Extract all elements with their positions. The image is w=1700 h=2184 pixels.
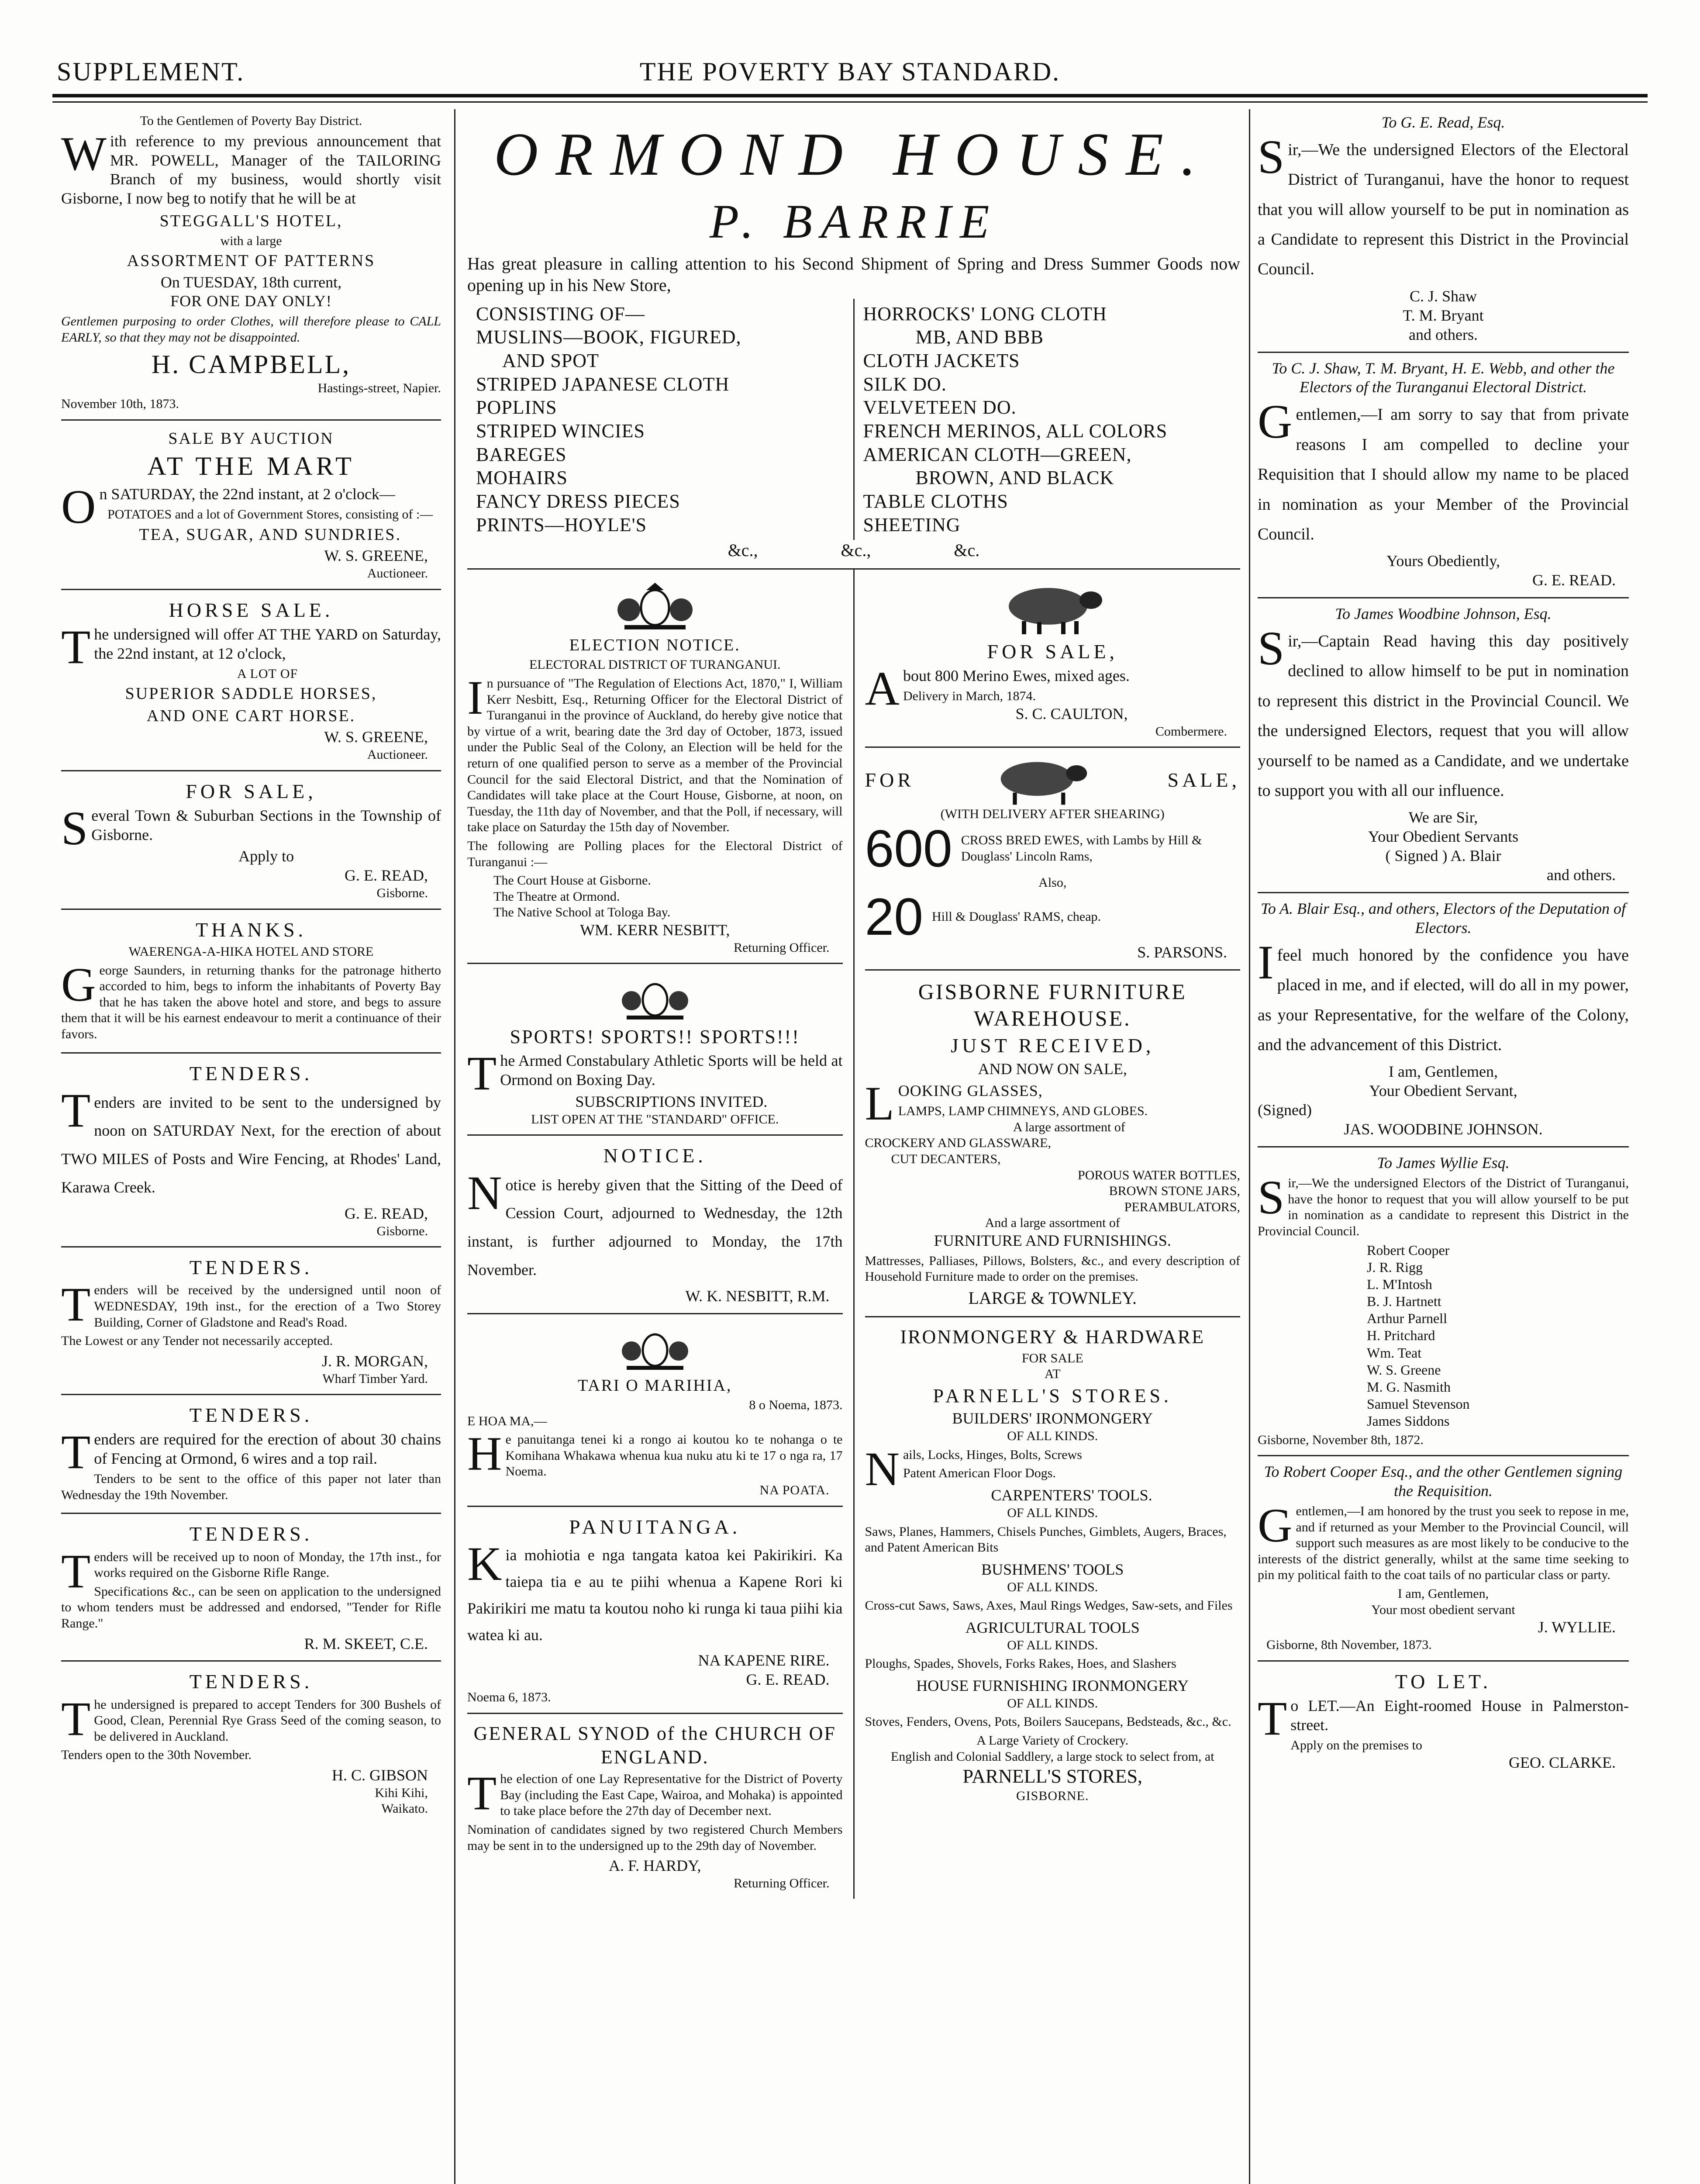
ad-heading: TEA, SUGAR, AND SUNDRIES.	[139, 525, 402, 544]
goods-item: FRENCH MERINOS, ALL COLORS	[863, 420, 1168, 442]
ad-heading: GISBORNE FURNITURE WAREHOUSE.	[918, 979, 1187, 1031]
letter-signature: J. WYLLIE.	[1538, 1618, 1616, 1636]
ad-signature: H. C. GIBSON	[331, 1766, 428, 1784]
goods-left	[467, 299, 853, 540]
ad-place: Gisborne.	[376, 886, 428, 901]
goods-item: SILK DO.	[863, 373, 947, 395]
ad-heading: SPORTS! SPORTS!! SPORTS!!!	[510, 1026, 800, 1048]
signatory: M. G. Nasmith	[1367, 1379, 1451, 1395]
ad-signature: NA POATA.	[759, 1482, 830, 1497]
ad-for-sale-sections	[61, 771, 441, 910]
letter-close: Your most obedient servant	[1371, 1602, 1515, 1617]
goods-right	[853, 299, 1241, 540]
ad-subheading: AGRICULTURAL TOOLS	[965, 1618, 1140, 1636]
ad-heading: AT THE MART	[147, 452, 355, 481]
ad-signature: G. E. READ,	[345, 1204, 428, 1222]
ad-body: Cross-cut Saws, Saws, Axes, Maul Rings Wedges, Saw-sets, and Files	[865, 1598, 1233, 1613]
goods-item: HORROCKS' LONG CLOTH	[863, 303, 1107, 325]
center-subcol-b	[853, 570, 1241, 1899]
letter-date: Gisborne, 8th November, 1873.	[1266, 1638, 1432, 1652]
ad-ormond-house	[467, 107, 1240, 570]
ad-text: &c., &c., &c.	[728, 540, 980, 560]
ad-subheading: WAERENGA-A-HIKA HOTEL AND STORE	[128, 944, 374, 959]
ad-signature: W. K. NESBITT, R.M.	[685, 1287, 830, 1305]
ad-date: Noema 6, 1873.	[467, 1690, 551, 1705]
ad-signature: W. S. GREENE,	[324, 728, 428, 746]
goods-item: MOHAIRS	[476, 467, 568, 489]
signatory: T. M. Bryant	[1403, 306, 1484, 324]
ad-heading: PANUITANGA.	[569, 1515, 741, 1538]
letter-body: Sir,—We the undersigned Electors of the Electoral District of Turanganui, have the honor to request that you will allow yourself to be put in nomination as a Candidate to represent this District in the Provincial Council.	[1258, 130, 1629, 279]
goods-item: VELVETEEN DO.	[863, 397, 1017, 418]
ad-text: OF ALL KINDS.	[1007, 1429, 1098, 1444]
ad-subheading: CARPENTERS' TOOLS.	[991, 1486, 1152, 1504]
goods-item: POPLINS	[476, 397, 557, 418]
ad-heading: ORMOND HOUSE.	[494, 121, 1214, 188]
ad-place: Kihi Kihi,	[375, 1785, 428, 1800]
ad-signature: NA KAPENE RIRE.	[698, 1652, 830, 1669]
ad-text: OF ALL KINDS.	[1007, 1505, 1098, 1520]
ad-heading: GENERAL SYNOD of the CHURCH OF ENGLAND.	[473, 1722, 836, 1768]
ad-role: Returning Officer.	[734, 940, 830, 955]
goods-item: BAREGES	[476, 443, 567, 465]
ad-text: A Large Variety of Crockery.	[976, 1733, 1129, 1748]
ad-heading: FOR SALE,	[186, 780, 317, 802]
letter-addressee: To Robert Cooper Esq., and the other Gentlemen signing the Requisition.	[1264, 1463, 1623, 1500]
letter-close: Your Obedient Servant,	[1369, 1082, 1517, 1100]
ad-heading: TENDERS.	[189, 1523, 313, 1545]
ad-heading: FOR	[865, 769, 914, 791]
polling-place: The Court House at Gisborne.	[493, 873, 651, 888]
ad-signature: W. S. GREENE,	[324, 547, 428, 565]
ad-text: Apply to	[238, 847, 294, 865]
sheep-icon	[989, 754, 1093, 806]
ad-tari-o-marihia	[467, 1314, 843, 1507]
goods-item: FANCY DRESS PIECES	[476, 490, 680, 512]
polling-place: The Theatre at Ormond.	[493, 889, 620, 904]
ad-text: OF ALL KINDS.	[1007, 1696, 1098, 1711]
ad-heading: ASSORTMENT OF PATTERNS	[127, 252, 376, 270]
ad-body: On SATURDAY, the 22nd instant, at 2 o'clock—	[61, 480, 395, 534]
ad-role: Auctioneer.	[367, 566, 428, 581]
ad-heading: TO LET.	[1395, 1670, 1492, 1693]
ad-body: The Armed Constabulary Athletic Sports will be held at Ormond on Boxing Day.	[467, 1047, 843, 1100]
ad-signature: S. C. CAULTON,	[1015, 705, 1128, 722]
letter-body: Gentlemen,—I am honored by the trust you seek to repose in me, and if returned as your Member to the Provincial Council, will support such measures as are most likely to be conducive to the interests of the district generally, whilst at the same time seeking to pin my political faith to the coat tails of no particular class or party.	[1258, 1499, 1629, 1583]
ad-body: Kia mohiotia e nga tangata katoa kei Pakirikiri. Ka taiepa tia e au te piihi whenua a Kapene Rori ki Pakirikiri me matu ta koutou noho ki runga ki taua piihi kia watea ki au.	[467, 1537, 843, 1644]
ad-heading: TENDERS.	[189, 1404, 313, 1427]
ad-text: OF ALL KINDS.	[1007, 1638, 1098, 1652]
lot-number: 600	[865, 819, 952, 878]
column-divider	[1249, 109, 1250, 2184]
ad-thanks	[61, 910, 441, 1054]
ad-role: Returning Officer.	[734, 1876, 830, 1891]
ad-salute: To the Gentlemen of Poverty Bay District.	[140, 114, 362, 128]
signatory: W. S. Greene	[1367, 1362, 1441, 1378]
goods-item: BROWN, AND BLACK	[915, 467, 1114, 489]
ad-auction	[61, 421, 441, 590]
ad-body: The following are Polling places for the Electoral District of Turanganui :—	[467, 838, 843, 869]
ad-text: with a large	[220, 233, 282, 248]
ad-text: Patent American Floor Dogs.	[903, 1466, 1056, 1481]
ad-heading: TARI O MARIHIA,	[578, 1376, 732, 1395]
ad-heading: ELECTION NOTICE.	[569, 636, 741, 655]
coat-of-arms-icon	[616, 1324, 694, 1372]
ad-heading: SUPERIOR SADDLE HORSES,	[125, 684, 377, 703]
goods-item: AMERICAN CLOTH—GREEN,	[863, 443, 1132, 465]
letter-body: Gentlemen,—I am sorry to say that from private reasons I am compelled to decline your Requisition that I should allow my name to be placed in nomination as your Member of the Provincial Council.	[1258, 395, 1629, 543]
signatory-list	[1367, 1242, 1629, 1429]
letter-addressee: To James Wyllie Esq.	[1377, 1154, 1510, 1172]
ad-body: Tenders will be received by the undersigned until noon of WEDNESDAY, 19th inst., for the erection of a Two Storey Building, Corner of Gladstone and Read's Road.	[61, 1278, 441, 1331]
ad-body: With reference to my previous announcement that MR. POWELL, Manager of the TAILORING Branch of my business, would shortly visit Gisborne, I now beg to notify that he will be at	[61, 127, 441, 207]
letter-close: Yours Obediently,	[1386, 552, 1500, 570]
lot-number: 20	[865, 888, 923, 947]
ad-body: To LET.—An Eight-roomed House in Palmerston-street.	[1258, 1691, 1629, 1745]
ad-heading: NOTICE.	[603, 1144, 707, 1167]
ad-panuitanga	[467, 1507, 843, 1714]
ad-text: A LOT OF	[237, 666, 298, 681]
letter-close: (Signed)	[1258, 1101, 1312, 1119]
ad-body: Tenders open to the 30th November.	[61, 1748, 252, 1762]
requisition-read	[1258, 107, 1629, 353]
letter-addressee: To James Woodbine Johnson, Esq.	[1335, 605, 1552, 623]
ad-date: 8 o Noema, 1873.	[749, 1398, 843, 1412]
requisition-wyllie	[1258, 1147, 1629, 1456]
column-center	[467, 107, 1240, 2184]
ad-place: Wharf Timber Yard.	[322, 1371, 428, 1386]
ad-sale-ewes	[865, 570, 1241, 748]
goods-item: MUSLINS—BOOK, FIGURED,	[476, 326, 741, 348]
ad-body: Tenders to be sent to the office of this paper not later than Wednesday the 19th November.	[61, 1472, 441, 1502]
lot-description: Hill & Douglass' RAMS, cheap.	[931, 909, 1101, 924]
ad-text: And a large assortment of	[985, 1216, 1120, 1230]
ad-subheading: ELECTORAL DISTRICT OF TURANGANUI.	[529, 657, 781, 672]
goods-item: CONSISTING OF—	[476, 303, 645, 325]
ad-place: GISBORNE.	[1016, 1788, 1089, 1803]
column-right	[1258, 107, 1629, 2184]
goods-item: PRINTS—HOYLE'S	[476, 514, 647, 536]
ad-date: On TUESDAY, 18th current,	[160, 273, 342, 291]
signatory: Robert Cooper	[1367, 1242, 1450, 1258]
paper-title: THE POVERTY BAY STANDARD.	[639, 57, 1061, 86]
goods-item: CLOTH JACKETS	[863, 349, 1020, 371]
ad-body: Nomination of candidates signed by two registered Church Members may be sent in to the undersigned up to the 29th day of November.	[467, 1822, 843, 1853]
ad-text: FOR ONE DAY ONLY!	[170, 292, 332, 310]
supplement-label: SUPPLEMENT.	[57, 57, 245, 86]
ad-signature: A. F. HARDY,	[609, 1857, 701, 1875]
ad-heading: SALE,	[1167, 769, 1240, 791]
letter-signature: and others.	[1547, 866, 1616, 884]
ad-subheading: HOUSE FURNISHING IRONMONGERY	[916, 1676, 1189, 1694]
signatory: H. Pritchard	[1367, 1327, 1435, 1344]
ad-tenders-building	[61, 1248, 441, 1395]
ad-heading: IRONMONGERY & HARDWARE	[900, 1326, 1205, 1348]
column-left	[61, 107, 441, 2184]
ad-tenders-rifle	[61, 1514, 441, 1662]
ad-heading: AND ONE CART HORSE.	[146, 706, 356, 725]
ad-notice	[467, 1136, 843, 1314]
ad-text: POTATOES and a lot of Government Stores, consisting of :—	[107, 507, 433, 522]
reply-wyllie	[1258, 1456, 1629, 1661]
ad-signature: GEO. CLARKE.	[1509, 1754, 1616, 1772]
ad-place: Combermere.	[1155, 724, 1227, 739]
sheep-icon	[996, 579, 1109, 636]
lot-row	[865, 888, 1241, 947]
ad-text: OF ALL KINDS.	[1007, 1579, 1098, 1594]
ad-body: Several Town & Suburban Sections in the Township of Gisborne.	[61, 801, 441, 855]
ad-signature: PARNELL'S STORES,	[962, 1766, 1142, 1787]
ad-text: BROWN STONE JARS,	[1109, 1184, 1240, 1199]
letter-body: Sir,—Captain Read having this day positively declined to allow himself to be put in nomination to represent this district in the Provincial Council. We the undersigned Electors, request that you will allow yourself to be named as a Candidate, and we undertake to support you with all our influence.	[1258, 622, 1629, 800]
goods-list	[467, 299, 1240, 540]
signatory: C. J. Shaw	[1409, 287, 1477, 305]
ad-heading: P. BARRIE	[709, 194, 998, 248]
ad-signature: WM. KERR NESBITT,	[580, 921, 730, 939]
ad-signature: R. M. SKEET, C.E.	[304, 1635, 428, 1652]
ad-body: Ploughs, Spades, Shovels, Forks Rakes, Hoes, and Slashers	[865, 1656, 1176, 1671]
signatory: Wm. Teat	[1367, 1344, 1422, 1361]
ad-heading: JUST RECEIVED,	[951, 1034, 1155, 1057]
ad-body: Mattresses, Palliases, Pillows, Bolsters, &c., and every description of Household Furniture made to order on the premises.	[865, 1253, 1240, 1284]
polling-place: The Native School at Tologa Bay.	[493, 905, 671, 920]
ad-place: Gisborne.	[376, 1223, 428, 1238]
coat-of-arms-icon	[611, 579, 699, 632]
ad-address: Hastings-street, Napier.	[317, 380, 441, 395]
center-subcolumns	[467, 570, 1240, 1899]
ad-tenders-fencing	[61, 1054, 441, 1248]
lot-row	[865, 819, 1241, 878]
goods-item: TABLE CLOTHS	[863, 490, 1008, 512]
ad-body: LOOKING GLASSES,	[865, 1077, 1043, 1130]
letter-addressee: To G. E. Read, Esq.	[1381, 114, 1505, 131]
signatory: L. M'Intosh	[1367, 1276, 1432, 1292]
ad-heading: TENDERS.	[189, 1256, 313, 1279]
ad-body: Tenders are invited to be sent to the undersigned by noon on SATURDAY Next, for the erection of about TWO MILES of Posts and Wire Fencing, at Rhodes' Land, Karawa Creek.	[61, 1083, 441, 1196]
signatory: Samuel Stevenson	[1367, 1396, 1470, 1412]
ad-body: George Saunders, in returning thanks for the patronage hitherto accorded to him, begs to inform the inhabitants of Poverty Bay that he has taken the above hotel and store, and begs to assure them that it will be his earnest endeavour to merit a continuance of their favors.	[61, 957, 441, 1041]
ad-text: A large assortment of	[1013, 1120, 1125, 1134]
ad-text: POROUS WATER BOTTLES,	[1078, 1168, 1240, 1182]
ad-body: Has great pleasure in calling attention to his Second Shipment of Spring and Dress Summer Goods now opening up in his New Store,	[467, 253, 1240, 295]
ad-subheading: SUBSCRIPTIONS INVITED.	[575, 1092, 768, 1110]
ad-salute: E HOA MA,—	[467, 1413, 547, 1428]
ad-heading-row	[865, 754, 1241, 806]
letter-close: Your Obedient Servants	[1368, 828, 1519, 846]
ad-subheading: FURNITURE AND FURNISHINGS.	[934, 1231, 1171, 1249]
ad-tenders-seed	[61, 1662, 441, 1824]
ad-text: CROCKERY AND GLASSWARE,	[865, 1136, 1051, 1151]
masthead	[44, 44, 1656, 92]
ad-body: Stoves, Fenders, Ovens, Pots, Boilers Saucepans, Bedsteads, &c., &c.	[865, 1714, 1231, 1729]
ad-text: PERAMBULATORS,	[1124, 1199, 1240, 1214]
ad-heading: THANKS.	[195, 918, 307, 941]
ad-sale-crossbred	[865, 748, 1241, 971]
ad-tenders-ormond	[61, 1395, 441, 1514]
ad-subheading: BUSHMENS' TOOLS	[981, 1560, 1124, 1578]
letter-close: We are Sir,	[1408, 809, 1478, 826]
ad-ironmongery	[865, 1317, 1241, 1811]
ad-role: Auctioneer.	[367, 747, 428, 762]
signatory: B. J. Hartnett	[1367, 1293, 1441, 1310]
ad-subheading: BUILDERS' IRONMONGERY	[952, 1410, 1153, 1427]
ad-signature: S. PARSONS.	[1137, 943, 1227, 961]
ad-synod	[467, 1714, 843, 1899]
ad-text: Delivery in March, 1874.	[903, 689, 1036, 704]
ad-signature: J. R. MORGAN,	[321, 1352, 428, 1370]
ad-body: Notice is hereby given that the Sitting of the Deed of Cession Court, adjourned to Wednesday, the 12th instant, is further adjourned to Monday, the 17th November.	[467, 1166, 843, 1279]
ad-body: Nails, Locks, Hinges, Bolts, Screws	[865, 1442, 1082, 1496]
ad-body: The undersigned is prepared to accept Tenders for 300 Bushels of Good, Clean, Perennial Rye Grass Seed of the coming season, to be delivered in Auckland.	[61, 1692, 441, 1745]
ad-heading: TENDERS.	[189, 1062, 313, 1085]
goods-item: MB, AND BBB	[915, 326, 1044, 348]
letter-signature: JAS. WOODBINE JOHNSON.	[1344, 1120, 1543, 1138]
letter-close: I am, Gentlemen,	[1397, 1586, 1489, 1601]
ad-dated: November 10th, 1873.	[61, 397, 179, 411]
masthead-rule	[52, 94, 1648, 97]
goods-item: SHEETING	[863, 514, 961, 536]
ad-text: Apply on the premises to	[1290, 1738, 1422, 1752]
signatory: and others.	[1409, 325, 1478, 343]
ad-place: Waikato.	[381, 1801, 428, 1816]
reply-johnson	[1258, 893, 1629, 1147]
ad-sports	[467, 964, 843, 1136]
ad-heading: SALE BY AUCTION	[168, 429, 334, 448]
letter-body: Ifeel much honored by the confidence you have placed in me, and if elected, will do all in my power, as your Representative, for the welfare of the Colony, and the advancement of this District.	[1258, 935, 1629, 1054]
ad-signature: LARGE & TOWNLEY.	[968, 1288, 1137, 1308]
ad-subheading: (WITH DELIVERY AFTER SHEARING)	[940, 807, 1165, 822]
ad-body: In pursuance of "The Regulation of Elections Act, 1870," I, William Kerr Nesbitt, Esq., Returning Officer for the Electoral District of Turanganui in the province of Auckland, do hereby give notice that by virtue of a writ, bearing date the 3rd day of October, 1873, issued under the Public Seal of the Colony, an Election will be held for the return of one qualified person to serve as a member of the Provincial Council for the said Electoral District, and that the Nomination of Candidates will take place at the Court House, Gisborne, at noon, on Tuesday, the 11th day of November, and that the Poll, if necessary, will take place on Saturday the 15th day of November.	[467, 671, 843, 835]
ad-text: Also,	[1038, 875, 1067, 890]
goods-item: AND SPOT	[502, 349, 599, 371]
ad-body: He panuitanga tenei ki a rongo ai koutou ko te nohanga o te Komihana Whakawa whenua kua nuku atu ki te 17 o nga ra, 17 Noema.	[467, 1427, 843, 1481]
center-subcol-a	[467, 570, 853, 1899]
ad-heading: PARNELL'S STORES.	[933, 1385, 1172, 1406]
ad-subheading: AND NOW ON SALE,	[978, 1060, 1127, 1078]
reply-read	[1258, 353, 1629, 599]
column-divider	[454, 109, 455, 2184]
ad-text: LAMPS, LAMP CHIMNEYS, AND GLOBES.	[898, 1104, 1148, 1119]
ad-hotel: STEGGALL'S HOTEL,	[159, 212, 343, 231]
ad-body: Tenders are required for the erection of about 30 chains of Fencing at Ormond, 6 wires and a top rail.	[61, 1425, 441, 1479]
letter-close: I am, Gentlemen,	[1389, 1063, 1498, 1081]
ad-heading: TENDERS.	[189, 1670, 313, 1693]
signatory: James Siddons	[1367, 1413, 1450, 1429]
ad-body: Saws, Planes, Hammers, Chisels Punches, Gimblets, Augers, Braces, and Patent American Bits	[865, 1524, 1227, 1555]
letter-addressee: To C. J. Shaw, T. M. Bryant, H. E. Webb, and other the Electors of the Turanganui Electoral District.	[1272, 359, 1615, 396]
ad-election-notice	[467, 570, 843, 964]
ad-furniture-warehouse	[865, 971, 1241, 1317]
ad-body: The Lowest or any Tender not necessarily accepted.	[61, 1334, 333, 1348]
letter-body: Sir,—We the undersigned Electors of the District of Turanganui, have the honor to request that you will allow yourself to be put in nomination as a candidate to represent this District in the Provincial Council.	[1258, 1170, 1629, 1238]
letter-signature: ( Signed ) A. Blair	[1385, 847, 1501, 865]
ad-signature: G. E. READ,	[345, 867, 428, 885]
ad-text: CUT DECANTERS,	[891, 1152, 1001, 1166]
ad-body: About 800 Merino Ewes, mixed ages.	[865, 662, 1130, 715]
goods-item: STRIPED JAPANESE CLOTH	[476, 373, 730, 395]
ad-text: English and Colonial Saddlery, a large stock to select from, at	[890, 1749, 1214, 1764]
ad-text: LIST OPEN AT THE "STANDARD" OFFICE.	[531, 1112, 779, 1127]
lot-description: CROSS BRED EWES, with Lambs by Hill & Douglass' Lincoln Rams,	[961, 833, 1202, 864]
coat-of-arms-icon	[616, 974, 694, 1022]
ad-text: AT	[1044, 1367, 1061, 1382]
ad-text: FOR SALE	[1021, 1351, 1083, 1365]
ad-body: Specifications &c., can be seen on application to the undersigned to whom tenders must be addressed and endorsed, "Tender for Rifle Range."	[61, 1584, 441, 1631]
signatory: Arthur Parnell	[1367, 1310, 1447, 1327]
ad-heading: FOR SALE,	[987, 640, 1118, 663]
ad-signature: H. CAMPBELL,	[151, 349, 351, 379]
ad-to-let	[1258, 1662, 1629, 1780]
ad-signature: G. E. READ.	[746, 1671, 830, 1689]
requisition-johnson	[1258, 598, 1629, 893]
ad-body: The undersigned will offer AT THE YARD on Saturday, the 22nd instant, at 12 o'clock,	[61, 620, 441, 674]
ad-note: Gentlemen purposing to order Clothes, will therefore please to CALL EARLY, so that they may not be disappointed.	[61, 314, 441, 345]
letter-signature: G. E. READ.	[1532, 571, 1616, 589]
ad-heading: HORSE SALE.	[169, 598, 334, 621]
goods-item: STRIPED WINCIES	[476, 420, 645, 442]
masthead-rule-thin	[52, 101, 1648, 103]
signatory: J. R. Rigg	[1367, 1259, 1423, 1275]
letter-addressee: To A. Blair Esq., and others, Electors of the Deputation of Electors.	[1261, 900, 1626, 936]
letter-date: Gisborne, November 8th, 1872.	[1258, 1432, 1424, 1447]
ad-body: The election of one Lay Representative for the District of Poverty Bay (including the East Cape, Wairoa, and Mohaka) is appointed to take place before the 27th day of December next.	[467, 1766, 843, 1820]
ad-body: Tenders will be received up to noon of Monday, the 17th inst., for works required on the Gisborne Rifle Range.	[61, 1544, 441, 1598]
ad-horse-sale	[61, 590, 441, 771]
ad-tailoring	[61, 107, 441, 421]
